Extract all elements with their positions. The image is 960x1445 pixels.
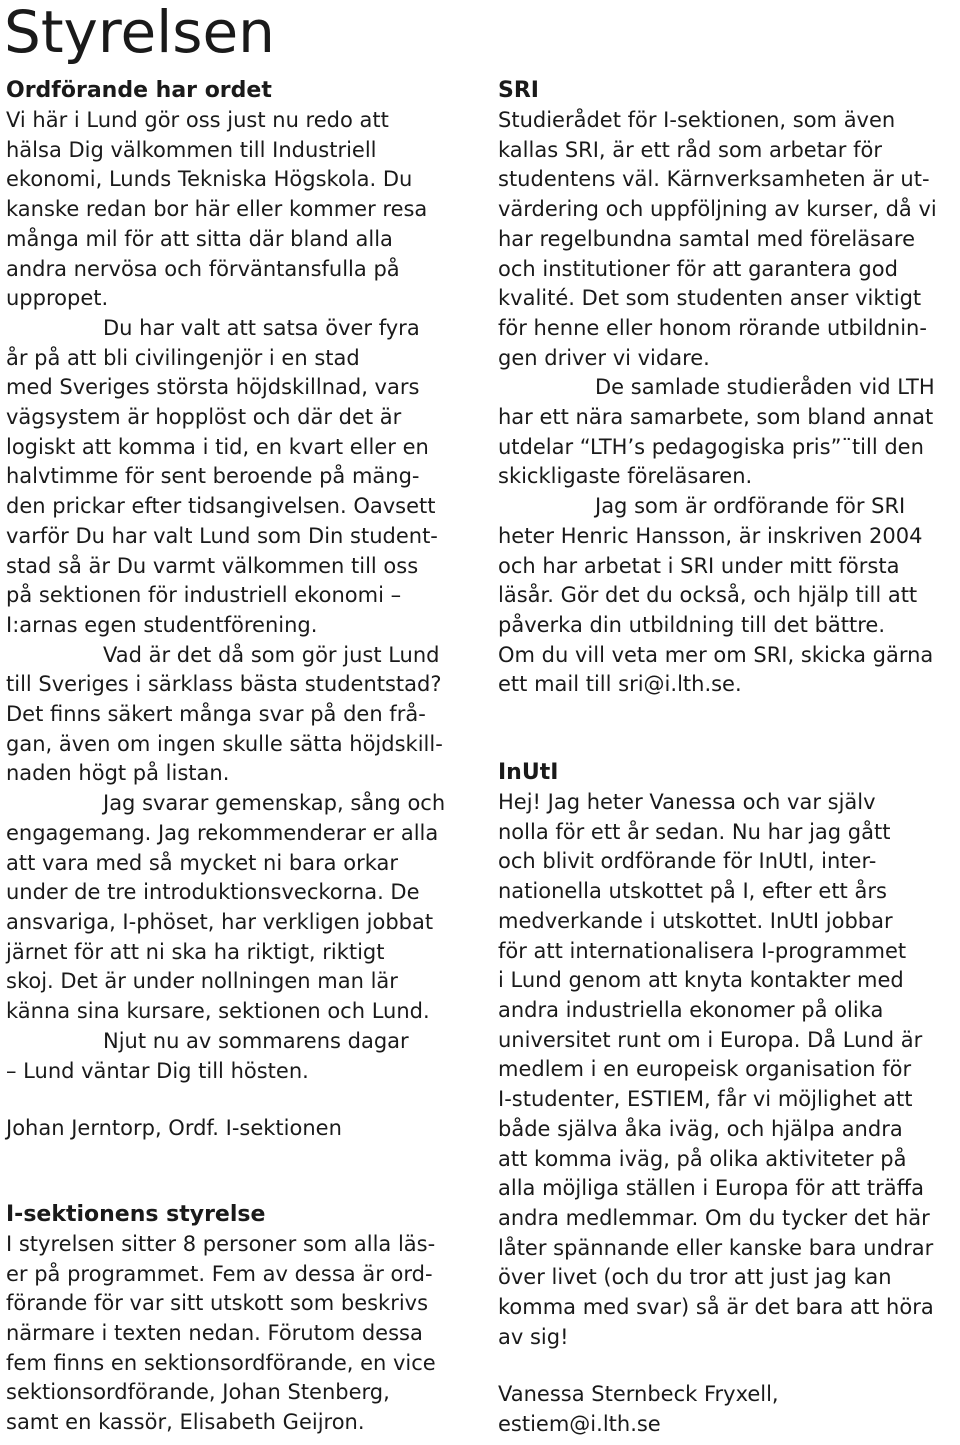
- inutl-signature: Vanessa Sternbeck Fryxell, estiem@i.lth.se: [498, 1382, 779, 1437]
- left-column: [6, 76, 461, 1438]
- spacer: [6, 1086, 461, 1114]
- board-heading: I-sektionens styrelse: [6, 1201, 266, 1227]
- right-column: [498, 76, 960, 1440]
- page-title: Styrelsen: [4, 0, 275, 66]
- sri-paragraph-1: Studierådet för I-sektionen, som även kallas SRI, är ett råd som arbetar för studentens väl. Kärnverksamheten är ut- värdering och uppföljning av kurser, då vi har regelbundna samtal med föreläsare och institutioner för att garantera god kvalité. Det som studenten anser viktigt för henne eller honom rörande utbildnin- gen driver vi vidare.: [498, 108, 937, 370]
- inutl-body: Hej! Jag heter Vanessa och var själv nolla för ett år sedan. Nu har jag gått och blivit ordförande för InUtI, inter- nationella utskottet på I, efter ett års medverkande i utskottet. InUtI jobbar för att internationalisera I-programmet i Lund genom att knyta kontakter med andra industriella ekonomer på olika universitet runt om i Europa. Då Lund är medlem i en europeisk organisation för I-studenter, ESTIEM, får vi möjlighet att både själva åka iväg, och hjälpa andra att komma iväg, på olika aktiviteter på alla möjliga ställen i Europa för att träffa andra medlemmar. Om du tycker det här låter spännande eller kanske bara undrar över livet (och du tror att just jag kan komma med svar) så är det bara att höra av sig!: [498, 790, 934, 1349]
- inutl-section: [498, 758, 960, 1440]
- chair-heading: Ordförande har ordet: [6, 78, 272, 103]
- board-body: I styrelsen sitter 8 personer som alla läs- er på programmet. Fem av dessa är ord- förande för var sitt utskott som beskrivs närmare i texten nedan. Förutom dessa fem finns en sektionsordförande, en vice sektionsordförande, Johan Stenberg, samt en kassör, Elisabeth Geijron.: [6, 1231, 436, 1435]
- chair-paragraph-5: Njut nu av sommarens dagar – Lund väntar Dig till hösten.: [6, 1028, 409, 1083]
- chair-signature: Johan Jerntorp, Ordf. I-sektionen: [6, 1116, 342, 1141]
- spacer: [498, 700, 960, 758]
- chair-intro-paragraph: Vi här i Lund gör oss just nu redo att hälsa Dig välkommen till Industriell ekonomi, Lunds Tekniska Högskola. Du kanske redan bor här eller kommer resa många mil för att sitta där bland alla andra nervösa och förväntansfulla på uppropet.: [6, 108, 428, 311]
- inutl-heading: InUtI: [498, 760, 559, 786]
- chair-paragraph-4: Jag svarar gemenskap, sång och engagemang. Jag rekommenderar er alla att vara med så mycket ni bara orkar under de tre introduktionsveckorna. De ansvariga, I-phöset, har verkligen jobbat järnet för att ni ska ha riktigt, riktigt skoj. Det är under nollningen man lär känna sina kursare, sektionen och Lund.: [6, 791, 446, 1024]
- sri-section: [498, 76, 960, 700]
- spacer: [498, 1352, 960, 1380]
- board-section: [6, 1200, 461, 1438]
- sri-heading: SRI: [498, 78, 539, 103]
- chair-section: [6, 76, 461, 1144]
- chair-paragraph-3: Vad är det då som gör just Lund till Sveriges i särklass bästa studentstad? Det finns säkert många svar på den frå- gan, även om ingen skulle sätta höjdskill- naden högt på listan.: [6, 642, 443, 786]
- sri-paragraph-2: De samlade studieråden vid LTH har ett nära samarbete, som bland annat utdelar “LTH’s pedagogiska pris”¨till den skickligaste föreläsaren.: [498, 375, 935, 489]
- chair-paragraph-2: Du har valt att satsa över fyra år på att bli civilingenjör i en stad med Sveriges största höjdskillnad, vars vägsystem är hopplöst och där det är logiskt att komma i tid, en kvart eller en halvtimme för sent beroende på mäng- den prickar efter tidsangivelsen. Oavsett varför Du har valt Lund som Din student- stad så är Du varmt välkommen till oss på sektionen för industriell ekonomi – I:arnas egen studentförening.: [6, 315, 438, 637]
- sri-paragraph-3: Jag som är ordförande för SRI heter Henric Hansson, är inskriven 2004 och har arbetat i SRI under mitt första läsår. Gör det du också, och hjälp till att påverka din utbildning till det bättre. Om du vill veta mer om SRI, skicka gärna ett mail till sri@i.lth.se.: [498, 494, 934, 697]
- spacer: [6, 1144, 461, 1200]
